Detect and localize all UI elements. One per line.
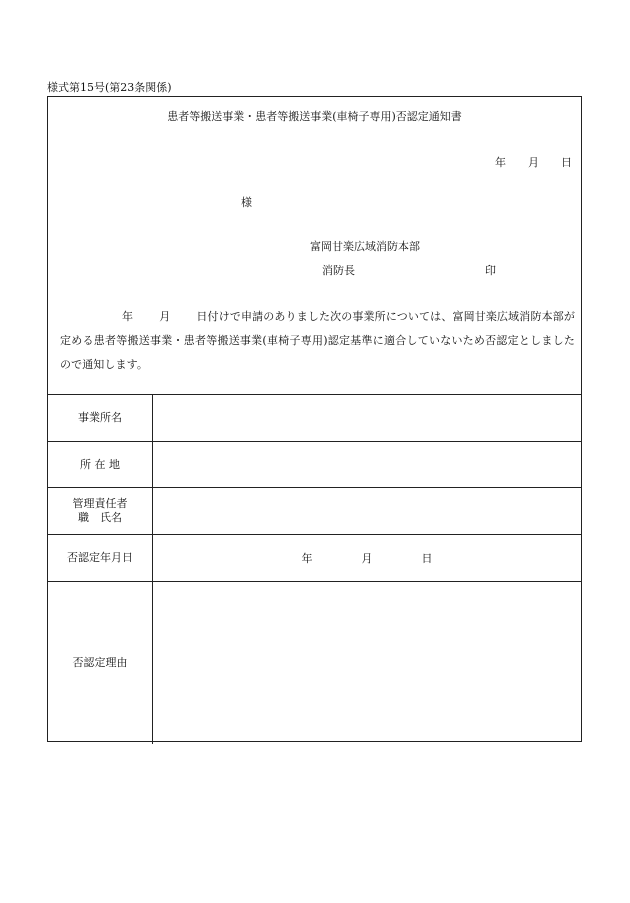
issue-date-line [495,154,572,170]
body-month-label: 月 [159,310,171,323]
business-name-label: 事業所名 [48,395,153,441]
denial-date-label: 否認定年月日 [48,535,153,581]
recipient-suffix: 様 [241,196,252,209]
body-text: 日付けで申請のありました次の事業所については、富岡甘楽広域消防本部が定める患者等搬送事業・患者等搬送事業(車椅子専用)認定基準に適合していないため否認定としましたので通知します。 [60,310,575,371]
details-table [48,394,581,744]
manager-field[interactable] [153,488,581,534]
table-row [48,488,581,535]
issue-month-label: 月 [528,156,539,169]
denial-year-label: 年 [301,552,313,565]
denial-reason-field[interactable] [153,582,581,744]
table-row [48,535,581,582]
manager-label [48,488,153,534]
table-row [48,442,581,488]
denial-date-field[interactable] [153,535,581,581]
denial-day-label: 日 [421,552,433,565]
business-name-field[interactable] [153,395,581,441]
issuer-organization: 富岡甘楽広域消防本部 [310,240,420,253]
notice-form [47,96,582,742]
form-number: 様式第15号(第23条関係) [47,81,172,94]
location-label: 所 在 地 [48,442,153,487]
manager-label-line1: 管理責任者 [72,497,128,510]
location-field[interactable] [153,442,581,487]
body-year-label: 年 [122,310,134,323]
notice-body [60,305,575,377]
issue-day-label: 日 [561,156,572,169]
issue-year-label: 年 [495,156,506,169]
seal-mark: 印 [485,264,496,277]
issuer-title: 消防長 [322,264,355,277]
table-row [48,582,581,744]
denial-reason-label: 否認定理由 [48,582,153,744]
manager-label-line2: 職 氏名 [78,511,122,524]
denial-month-label: 月 [361,552,373,565]
document-title: 患者等搬送事業・患者等搬送事業(車椅子専用)否認定通知書 [167,110,462,123]
table-row [48,395,581,442]
